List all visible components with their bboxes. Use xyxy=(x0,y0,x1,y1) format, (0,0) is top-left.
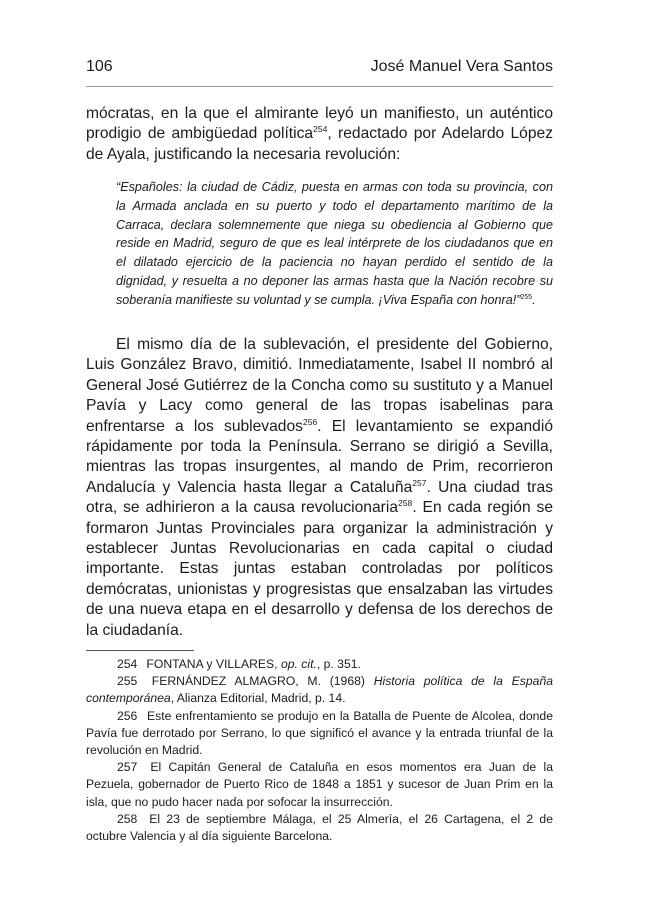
footnotes xyxy=(86,656,553,845)
footnote-number: 256 xyxy=(117,708,138,723)
paragraph-1-text-a: mócratas, en la que el almirante leyó un manifiesto, un auténtico prodigio de ambigüedad política xyxy=(86,105,553,143)
paragraph-2-text-3: . Una ciudad tras otra, se adhirieron a la causa revolucionaria xyxy=(86,478,553,517)
footnote-text: FERNÁNDEZ ALMAGRO, M. (1968) xyxy=(151,674,374,689)
footnote-italic: Historia política de la España contemporánea xyxy=(86,674,553,706)
running-title: José Manuel Vera Santos xyxy=(370,58,553,75)
footnote-text: El Capitán General de Cataluña en esos momentos era Juan de la Pezuela, gobernador de Puerto Rico de 1848 a 1851 y sucesor de Juan Prim en la isla, que no pudo hacer nada por sofocar la insurrección. xyxy=(86,760,554,809)
header-rule xyxy=(86,86,553,87)
paragraph-2-text-2: . El levantamiento se expandió rápidamente por toda la Península. Serrano se dirigió a Sevilla, mientras las tropas insurgentes, al mando de Prim, recorrieron Andalucía y Valencia hasta llegar a Cataluña xyxy=(86,417,553,496)
footnote-ref-257[interactable]: 257 xyxy=(412,477,427,488)
footnote-ref-258[interactable]: 258 xyxy=(398,498,413,509)
block-quote-end: . xyxy=(531,292,536,307)
footnote-separator xyxy=(86,650,194,651)
footnote-255 xyxy=(86,673,553,707)
page-header xyxy=(86,58,553,84)
block-quote-text: “Españoles: la ciudad de Cádiz, puesta en armas con toda su provincia, con la Armada anclada en su puerto y todo el departamento marítimo de la Carraca, declara solemnemente que niega su obediencia al Gobierno que reside en Madrid, seguro de que es leal intérprete de los ciudadanos que en el dilatado ejercicio de la paciencia no hayan perdido el sentido de la dignidad, y resuelta a no deponer las armas hasta que la Nación recobre su soberanía manifieste su voluntad y se cumpla. ¡Viva España con honra!” xyxy=(116,180,553,307)
paragraph-2-text-4: . En cada región se formaron Juntas Provinciales para organizar la administración y establecer Juntas Revolucionarias en cada capital o ciudad importante. Estas juntas estaban controladas por políticos demócratas, unionistas y progresistas que ensalzaban las virtudes de una nueva etapa en el desarrollo y defensa de los derechos de la ciudadanía. xyxy=(86,499,553,639)
paragraph-2-text-1: El mismo día de la sublevación, el presidente del Gobierno, Luis González Bravo, dimitió. Inmediatamente, Isabel II nombró al General José Gutiérrez de la Concha como su sustituto y a Manuel Pavía y Lacy como general de las tropas isabelinas para enfrentarse a los sublevados xyxy=(86,336,553,435)
footnote-ref-254[interactable]: 254 xyxy=(313,124,328,135)
footnote-text: Este enfrentamiento se produjo en la Batalla de Puente de Alcolea, donde Pavía fue derrotado por Serrano, lo que significó el avance y la entrada triunfal de la revolución en Madrid. xyxy=(86,708,553,758)
footnote-258 xyxy=(86,811,553,845)
footnote-text: , p. 351. xyxy=(316,657,361,671)
footnote-number: 258 xyxy=(117,811,138,826)
footnote-256 xyxy=(86,708,553,760)
footnote-number: 254 xyxy=(117,657,138,671)
paragraph-1 xyxy=(86,104,553,165)
footnote-ref-256[interactable]: 256 xyxy=(302,416,318,427)
footnote-ref-255[interactable]: 255 xyxy=(520,293,532,301)
footnote-text: , Alianza Editorial, Madrid, p. 14. xyxy=(170,691,346,706)
footnote-text: El 23 de septiembre Málaga, el 25 Almería, el 26 Cartagena, el 2 de octubre Valencia y al día siguiente Barcelona. xyxy=(86,811,553,844)
footnote-254 xyxy=(86,656,553,673)
paragraph-2 xyxy=(86,335,553,641)
paragraph-1-text-b: , redactado por Adelardo López de Ayala, justificando la necesaria revolución: xyxy=(86,125,553,163)
footnote-italic: op. cit. xyxy=(280,657,317,671)
footnote-257 xyxy=(86,759,553,811)
block-quote xyxy=(116,178,553,310)
page-number: 106 xyxy=(86,58,113,75)
footnote-number: 255 xyxy=(117,674,138,689)
footnote-text: FONTANA y VILLARES, xyxy=(146,657,281,671)
footnote-number: 257 xyxy=(117,760,138,775)
